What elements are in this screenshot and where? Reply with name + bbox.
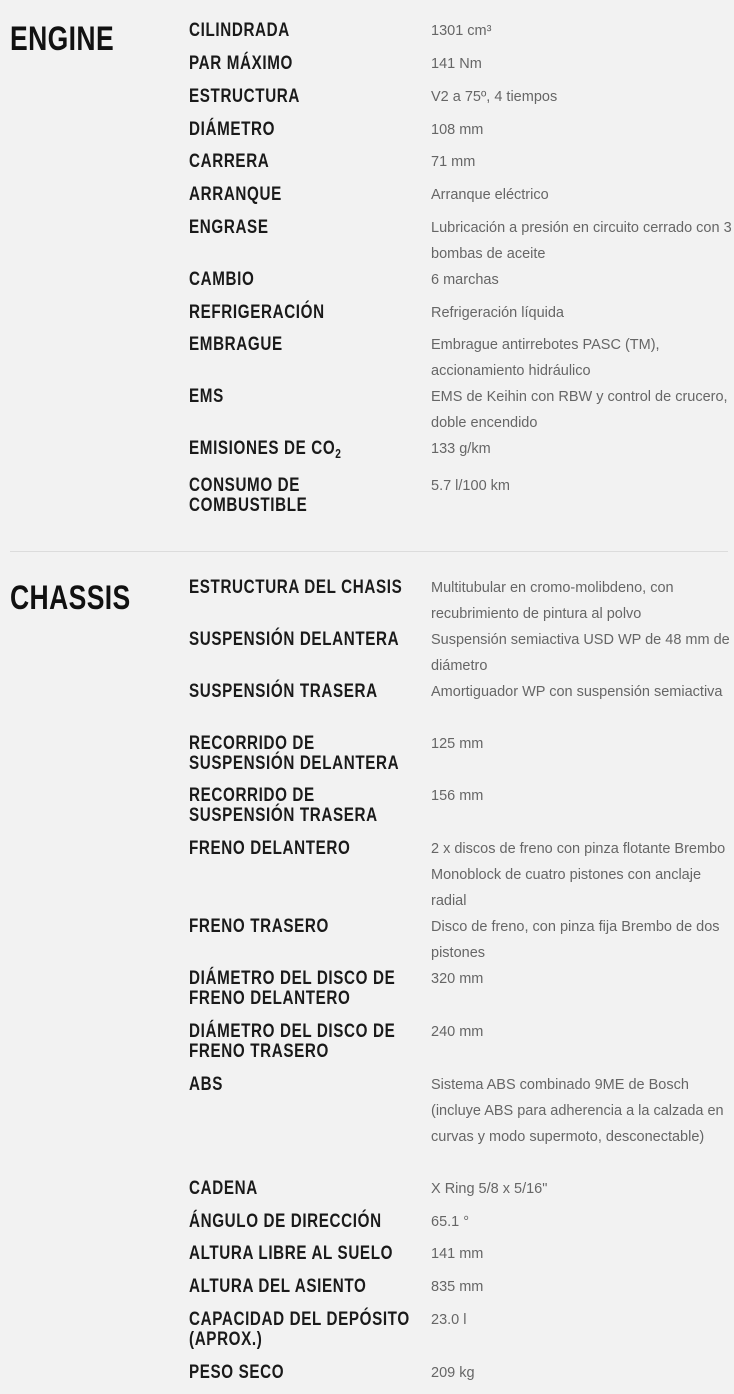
spec-value: Disco de freno, con pinza fija Brembo de dos pistones [431,919,720,961]
spec-value: 156 mm [431,788,484,804]
spec-value: Embrague antirrebotes PASC (TM), accionamiento hidráulico [431,337,660,379]
spec-label: RECORRIDO DE SUSPENSIÓN DELANTERA [189,732,400,774]
spec-value: 141 mm [431,1246,484,1262]
spec-label: EMBRAGUE [189,333,283,355]
spec-label: RECORRIDO DE SUSPENSIÓN TRASERA [189,784,378,826]
spec-value: Lubricación a presión en circuito cerrado con 3 bombas de aceite [431,220,732,262]
spec-value: Suspensión semiactiva USD WP de 48 mm de diámetro [431,632,730,674]
spec-label: DIÁMETRO [189,118,276,140]
section-divider [10,551,728,552]
spec-label: CILINDRADA [189,19,290,41]
spec-label-text: EMISIONES DE CO [189,437,336,459]
spec-label: CONSUMO DE COMBUSTIBLE [189,474,308,516]
spec-label-subscript: 2 [335,446,342,461]
spec-label: ENGRASE [189,216,269,238]
spec-label: DIÁMETRO DEL DISCO DE FRENO TRASERO [189,1020,396,1062]
spec-label: ALTURA DEL ASIENTO [189,1275,367,1297]
spec-value: 23.0 l [431,1312,467,1328]
spec-value: Amortiguador WP con suspensión semiactiva [431,684,723,700]
spec-value: 71 mm [431,154,476,170]
spec-value: Multitubular en cromo-molibdeno, con recubrimiento de pintura al polvo [431,580,674,622]
spec-label: PESO SECO [189,1361,285,1383]
spec-label: CARRERA [189,150,270,172]
spec-value: EMS de Keihin con RBW y control de crucero, doble encendido [431,389,728,431]
spec-value: 835 mm [431,1279,484,1295]
spec-value: 2 x discos de freno con pinza flotante Brembo Monoblock de cuatro pistones con anclaje radial [431,841,726,909]
spec-value: 65.1 ° [431,1214,470,1230]
spec-value: Refrigeración líquida [431,305,564,321]
spec-label: ABS [189,1073,223,1095]
spec-label: REFRIGERACIÓN [189,301,325,323]
spec-label: CADENA [189,1177,258,1199]
spec-value: 133 g/km [431,441,491,457]
spec-label: SUSPENSIÓN TRASERA [189,680,378,702]
spec-label: CAMBIO [189,268,255,290]
spec-value: 141 Nm [431,56,482,72]
spec-label: ÁNGULO DE DIRECCIÓN [189,1210,382,1232]
spec-value: Sistema ABS combinado 9ME de Bosch (incluye ABS para adherencia a la calzada en curvas y modo supermoto, desconectable) [431,1077,724,1145]
spec-label: SUSPENSIÓN DELANTERA [189,628,400,650]
spec-value: Arranque eléctrico [431,187,549,203]
spec-label: ARRANQUE [189,183,282,205]
spec-label: ESTRUCTURA DEL CHASIS [189,576,403,598]
chassis-heading: CHASSIS [10,579,131,617]
spec-label: FRENO DELANTERO [189,837,351,859]
spec-value: 108 mm [431,122,484,138]
spec-value: 125 mm [431,736,484,752]
spec-value: 6 marchas [431,272,499,288]
spec-label: ESTRUCTURA [189,85,301,107]
spec-value: X Ring 5/8 x 5/16" [431,1181,548,1197]
spec-value: 209 kg [431,1365,475,1381]
spec-label: PAR MÁXIMO [189,52,293,74]
spec-value: 320 mm [431,971,484,987]
spec-label [189,437,411,461]
spec-value: 5.7 l/100 km [431,478,510,494]
spec-value: 1301 cm³ [431,23,492,39]
spec-value: 240 mm [431,1024,484,1040]
engine-heading: ENGINE [10,20,115,58]
spec-label: EMS [189,385,224,407]
spec-value: V2 a 75º, 4 tiempos [431,89,558,105]
spec-label: FRENO TRASERO [189,915,329,937]
spec-label: CAPACIDAD DEL DEPÓSITO (APROX.) [189,1308,410,1350]
spec-label: ALTURA LIBRE AL SUELO [189,1242,394,1264]
spec-label: DIÁMETRO DEL DISCO DE FRENO DELANTERO [189,967,396,1009]
